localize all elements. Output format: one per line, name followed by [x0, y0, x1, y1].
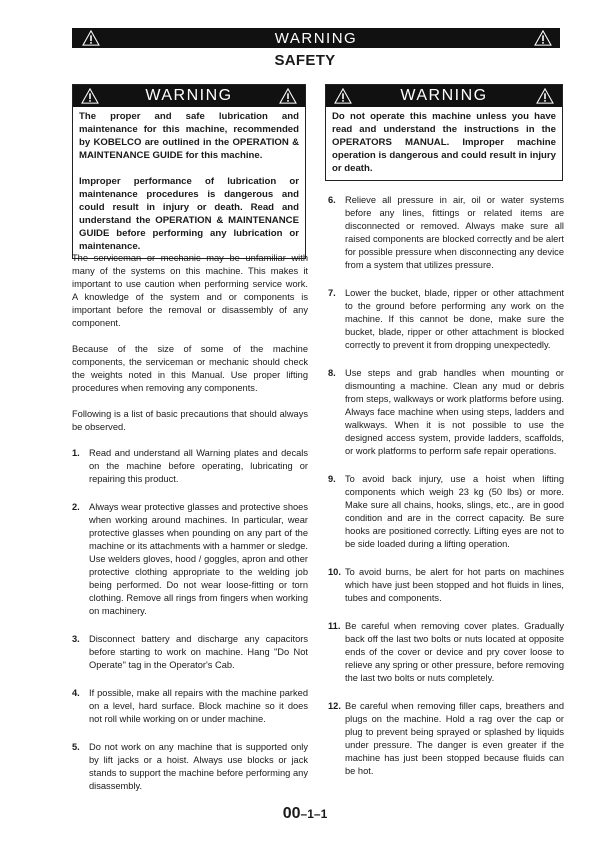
page-number-section: 00 [282, 805, 301, 822]
intro-paragraph: The serviceman or mechanic may be unfamiliar with many of the systems on this machine. This makes it important to use caution when performing service work. A knowledge of the system and or components is important before the removal or disassembly of any component. [72, 253, 308, 328]
list-item [72, 633, 308, 672]
item-text: Use steps and grab handles when mounting or dismounting a machine. Clean any mud or debris from steps, walkways or work platforms before using. Always face machine when using steps, ladders and walkways. When it is not possible to use the designed access system, provide ladders, scaffolds, or work platforms to perform safe repair operations. [345, 368, 564, 456]
list-item [328, 194, 564, 272]
warning-box-header [73, 85, 305, 107]
list-item [328, 367, 564, 458]
list-item [328, 620, 564, 685]
item-number: 8. [328, 368, 336, 378]
list-item [328, 700, 564, 778]
item-text: Be careful when removing filler caps, breathers and plugs on the machine. Hold a rag over the cap or plug to prevent being sprayed or splashed by liquids under pressure. The danger is even greater if the machine has just been stopped because fluids can be hot. [345, 701, 564, 776]
list-item [72, 501, 308, 618]
intro-paragraph: Following is a list of basic precautions that should always be observed. [72, 409, 308, 432]
item-text: Do not work on any machine that is supported only by lift jacks or a hoist. Always use blocks or jack stands to support the machine before performing any disassembly. [89, 742, 308, 791]
item-text: Always wear protective glasses and protective shoes when working around machines. In particular, wear protective glasses when pounding on any part of the machine or its attachments with a hammer or sledge. Use welders gloves, hood / goggles, apron and other protective clothing appropriate to the welding job being performed. Do not wear loose-fitting or torn clothing. Remove all rings from fingers when working on machinery. [89, 502, 308, 616]
right-column [328, 194, 564, 793]
banner-title: WARNING [274, 29, 358, 47]
item-text: Read and understand all Warning plates and decals on the machine before operating, lubricating or repairing this product. [89, 448, 308, 484]
item-number: 12. [328, 701, 341, 711]
warning-paragraph: Improper performance of lubrication or maintenance procedures is dangerous and could result in injury or death. Read and understand the OPERATION & MAINTENANCE GUIDE before performing any lubrication or maintenance. [79, 176, 299, 252]
item-number: 4. [72, 688, 80, 698]
warning-box-body [326, 107, 562, 180]
warning-banner [72, 28, 560, 48]
item-number: 11. [328, 621, 341, 631]
warning-triangle-icon [334, 88, 352, 104]
left-column [72, 252, 308, 808]
item-text: Disconnect battery and discharge any capacitors before starting to work on machine. Hang "Do Not Operate" tag in the Operator's Cab. [89, 634, 308, 670]
warning-box-operation [325, 84, 563, 181]
warning-box-body [73, 107, 305, 258]
warning-triangle-icon [82, 30, 100, 46]
item-number: 3. [72, 634, 80, 644]
precautions-list [72, 447, 308, 793]
item-text: To avoid burns, be alert for hot parts on machines which have just been stopped and hot fluids in lines, tubes and components. [345, 567, 564, 603]
page-number [0, 805, 610, 823]
warning-box-title: WARNING [145, 87, 233, 104]
list-item [72, 687, 308, 726]
warning-triangle-icon [81, 88, 99, 104]
warning-box-title: WARNING [400, 87, 488, 104]
list-item [328, 566, 564, 605]
warning-box-header [326, 85, 562, 107]
item-text: Relieve all pressure in air, oil or water systems before any lines, fittings or related items are disconnected or removed. Always make sure all raised components are blocked correctly and be alert for possible pressure when disconnecting any device from a system that utilizes pressure. [345, 195, 564, 270]
list-item [328, 287, 564, 352]
item-text: Lower the bucket, blade, ripper or other attachment to the ground before performing any work on the machine. If this cannot be done, make sure the bucket, blade, ripper or other attachment is blocked correctly to prevent it from dropping unexpectedly. [345, 288, 564, 350]
list-item [72, 741, 308, 793]
item-number: 10. [328, 567, 341, 577]
warning-triangle-icon [534, 30, 552, 46]
page-number-sub: –1–1 [300, 807, 328, 821]
item-number: 7. [328, 288, 336, 298]
list-item [72, 447, 308, 486]
item-text: Be careful when removing cover plates. Gradually back off the last two bolts or nuts located at opposite ends of the cover or device and pry cover loose to relieve any spring or other pressure, before removing the last two bolts or nuts completely. [345, 621, 564, 683]
warning-triangle-icon [536, 88, 554, 104]
intro-paragraph: Because of the size of some of the machine components, the serviceman or mechanic should check the weights noted in this Manual. Use proper lifting procedures when removing any components. [72, 344, 308, 393]
item-text: To avoid back injury, use a hoist when lifting components which weigh 23 kg (50 lbs) or more. Make sure all chains, hooks, slings, etc., are in good condition and are in the correct capacity. Be sure hooks are positioned correctly. Lifting eyes are not to be side loaded during a lifting operation. [345, 474, 564, 549]
page-title: SAFETY [274, 52, 336, 69]
item-number: 5. [72, 742, 80, 752]
item-number: 6. [328, 195, 336, 205]
item-number: 2. [72, 502, 80, 512]
item-number: 1. [72, 448, 80, 458]
warning-triangle-icon [279, 88, 297, 104]
warning-box-lubrication [72, 84, 306, 259]
warning-paragraph: Do not operate this machine unless you have read and understand the instructions in the OPERATORS MANUAL. Improper machine operation is dangerous and could result in injury or death. [332, 111, 556, 174]
warning-paragraph: The proper and safe lubrication and maintenance for this machine, recommended by KOBELCO are outlined in the OPERATION & MAINTENANCE GUIDE for this machine. [79, 111, 299, 161]
precautions-list-continued [328, 194, 564, 778]
item-number: 9. [328, 474, 336, 484]
list-item [328, 473, 564, 551]
item-text: If possible, make all repairs with the machine parked on a level, hard surface. Block machine so it does not roll while working on or under machine. [89, 688, 308, 724]
